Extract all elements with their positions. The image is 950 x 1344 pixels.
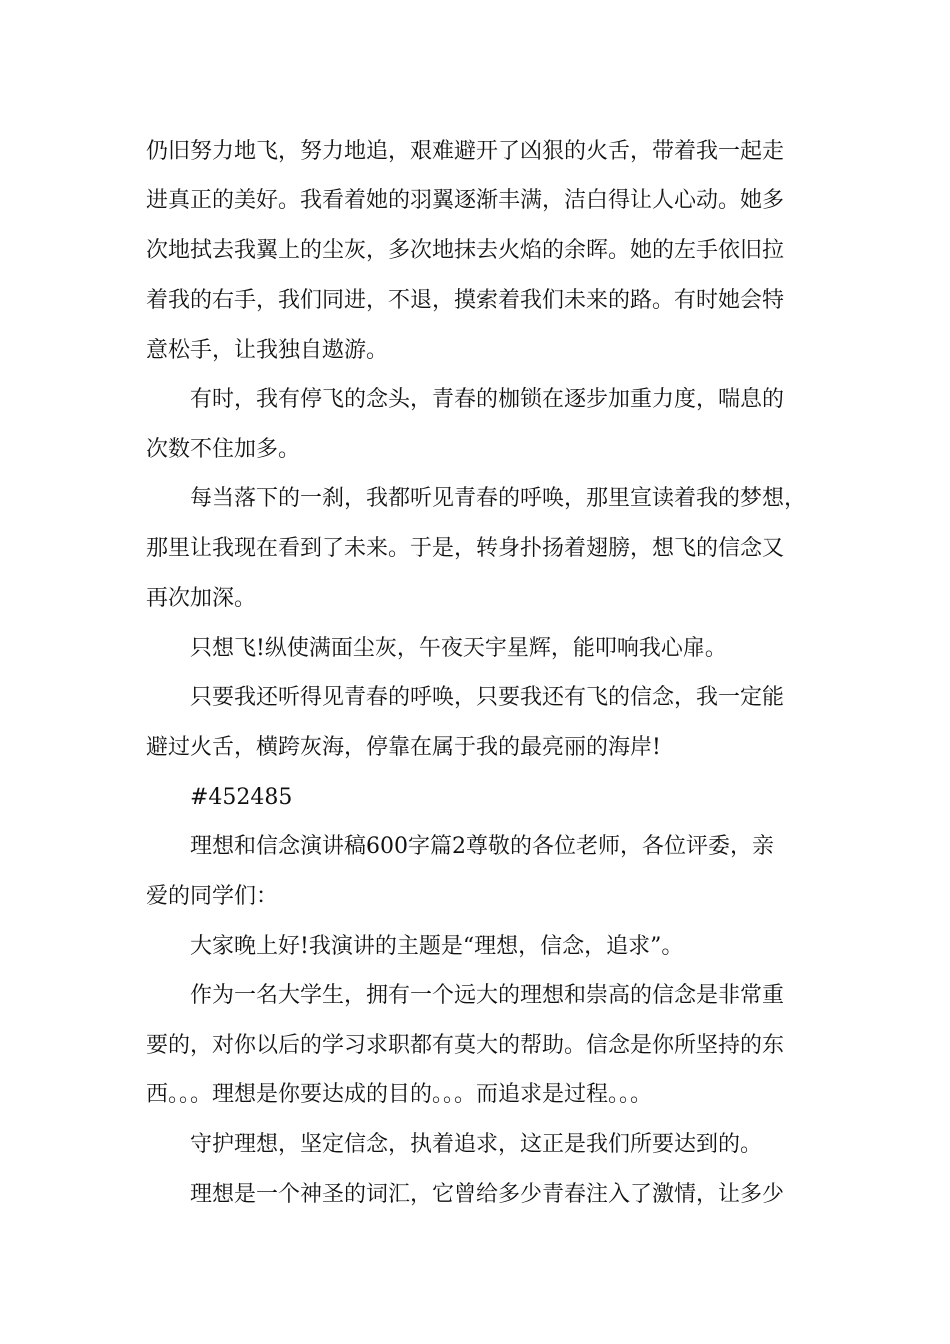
text-line: 意松手，让我独自遨游。: [146, 338, 389, 363]
paragraph-first-line: 作为一名大学生，拥有一个远大的理想和崇高的信念是非常重: [190, 983, 785, 1008]
text-line: 那里让我现在看到了未来。于是，转身扑扬着翅膀，想飞的信念又: [146, 536, 785, 561]
text-line: 西。。。理想是你要达成的目的。。。而追求是过程。。。: [146, 1082, 653, 1107]
document-id: #452485: [190, 785, 293, 810]
text-line: 次数不住加多。: [146, 437, 301, 462]
text-line: 要的，对你以后的学习求职都有莫大的帮助。信念是你所坚持的东: [146, 1033, 785, 1058]
paragraph-first-line: 只要我还听得见青春的呼唤，只要我还有飞的信念，我一定能: [190, 685, 785, 710]
paragraph-first-line: 理想是一个神圣的词汇，它曾给多少青春注入了激情，让多少: [190, 1182, 785, 1207]
text-line: 再次加深。: [146, 586, 257, 611]
paragraph-first-line: 只想飞!纵使满面尘灰，午夜天宇星辉，能叩响我心扉。: [190, 636, 727, 661]
text-line: 爱的同学们：: [146, 884, 279, 909]
text-line: 仍旧努力地飞，努力地追，艰难避开了凶狠的火舌，带着我一起走: [146, 139, 785, 164]
text-line: 避过火舌，横跨灰海，停靠在属于我的最亮丽的海岸!: [146, 735, 661, 760]
text-line: 进真正的美好。我看着她的羽翼逐渐丰满，洁白得让人心动。她多: [146, 188, 785, 213]
text-line: 次地拭去我翼上的尘灰，多次地抹去火焰的余晖。她的左手依旧拉: [146, 238, 785, 263]
paragraph-first-line: 理想和信念演讲稿600字篇2尊敬的各位老师，各位评委，亲: [190, 834, 774, 859]
paragraph-first-line: 守护理想，坚定信念，执着追求，这正是我们所要达到的。: [190, 1132, 763, 1157]
text-line: 着我的右手，我们同进，不退，摸索着我们未来的路。有时她会特: [146, 288, 785, 313]
paragraph-first-line: 有时，我有停飞的念头，青春的枷锁在逐步加重力度，喘息的: [190, 387, 785, 412]
paragraph-first-line: 大家晚上好!我演讲的主题是“理想，信念，追求”。: [190, 934, 684, 959]
paragraph-first-line: 每当落下的一刹，我都听见青春的呼唤，那里宣读着我的梦想，: [190, 486, 807, 511]
